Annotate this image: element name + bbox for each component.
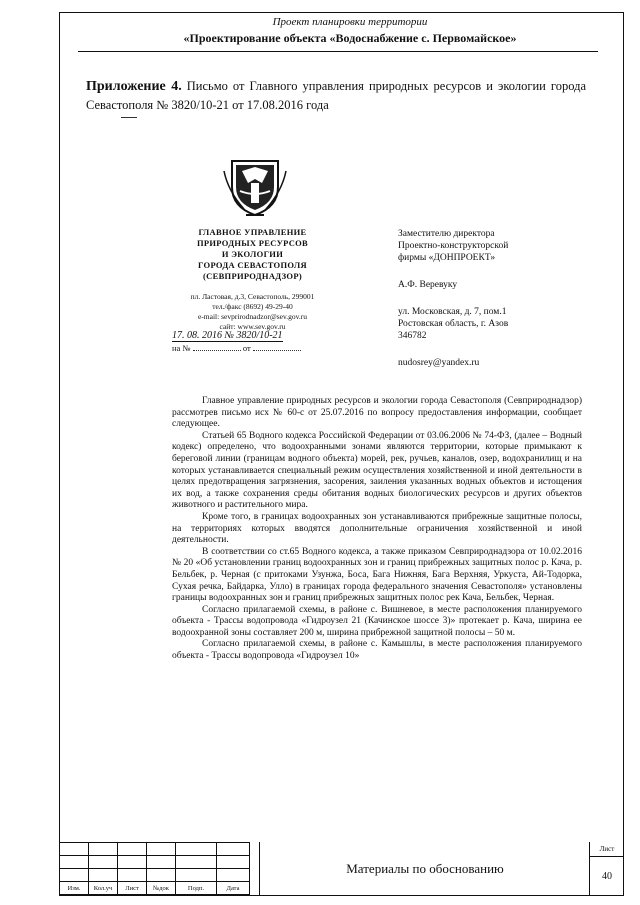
project-line: Проект планировки территории xyxy=(272,16,428,28)
revision-table xyxy=(59,842,250,895)
org-address xyxy=(160,292,345,332)
reply-date-blank xyxy=(253,350,301,351)
org-line: ПРИРОДНЫХ РЕСУРСОВ xyxy=(196,238,309,248)
stamp-title: Материалы по обоснованию xyxy=(259,842,590,896)
reply-prefix: на № xyxy=(172,343,191,353)
letter-body xyxy=(172,396,582,663)
reply-from: от xyxy=(242,343,251,353)
sheet-label: Лист xyxy=(590,842,624,857)
sheet-number: 40 xyxy=(602,871,612,882)
stamp-label-sign: Подп. xyxy=(176,882,217,895)
stamp-label-sheet: Лист xyxy=(118,882,147,895)
org-address-line: тел./факс (8692) 49-29-40 xyxy=(212,302,293,311)
body-paragraph: Главное управление природных ресурсов и экологии города Севастополя (Севприроднадзор) рассмотрев письмо исх № 60-с от 25.07.2016 по вопросу предоставления информации, сообщает следующее. xyxy=(172,396,582,430)
decorative-dash xyxy=(121,117,137,118)
reg-number-value: 17. 08. 2016 № 3820/10-21 xyxy=(172,330,283,341)
org-name xyxy=(160,227,345,282)
appendix-text: Письмо от Главного управления природных ресурсов и экологии города Севастополя № 3820/10-21 от 17.08.2016 года xyxy=(86,79,586,112)
body-paragraph: Статьей 65 Водного кодекса Российской Федерации от 03.06.2006 № 74-ФЗ, (далее – Водный кодекс) определено, что водоохранными зонами являются территории, которые примыкают к береговой линии (границам водного объекта) морей, рек, ручьев, каналов, озер, водохранилищ и на которых устанавливается специальный режим осуществления хозяйственной и иной деятельности в целях предотвращения загрязнения, засорения, заиления указанных водных объектов и истощения их вод, а также сохранения среды обитания водных биологических ресурсов и других объектов животного и растительного мира. xyxy=(172,430,582,511)
header-divider xyxy=(78,51,598,52)
stamp-label-doc: №док xyxy=(147,882,176,895)
addressee-address-line: ул. Московская, д. 7, пом.1 xyxy=(398,307,507,317)
title-block xyxy=(59,842,624,896)
org-address-line: пл. Ластовая, д.3, Севастополь, 299001 xyxy=(190,292,315,301)
org-line: ГОРОДА СЕВАСТОПОЛЯ xyxy=(198,260,307,270)
object-line: «Проектирование объекта «Водоснабжение с. Первомайское» xyxy=(183,31,517,45)
org-address-line: сайт: www.sev.gov.ru xyxy=(219,322,286,331)
reply-reference xyxy=(172,343,301,353)
body-paragraph: Согласно прилагаемой схемы, в районе с. Камышлы, в месте расположения планируемого объекта - Трассы водопровода «Гидроузел 10» xyxy=(172,639,582,662)
addressee-block xyxy=(398,228,598,369)
org-address-line: e-mail: sevprirodnadzor@sev.gov.ru xyxy=(197,312,308,321)
reply-number-blank xyxy=(193,350,241,351)
appendix-label: Приложение 4. xyxy=(86,79,182,94)
registration-number xyxy=(172,330,283,342)
org-line: (СЕВПРИРОДНАДЗОР) xyxy=(203,271,302,281)
addressee-line: Проектно-конструкторской xyxy=(398,241,509,251)
body-paragraph: Согласно прилагаемой схемы, в районе с. Вишневое, в месте расположения планируемого объекта - Трассы водопровода «Гидроузел 21 (Качинское шоссе 3)» протекает р. Кача, ширина ее водоохранной зоны составляет 200 м, ширина прибрежной защитной полосы – 50 м. xyxy=(172,604,582,638)
org-line: ГЛАВНОЕ УПРАВЛЕНИЕ xyxy=(198,227,307,237)
stamp-label-change: Изм. xyxy=(60,882,89,895)
coat-of-arms-icon xyxy=(222,157,288,219)
stamp-label-count: Кол.уч xyxy=(89,882,118,895)
body-paragraph: Кроме того, в границах водоохранных зон устанавливаются прибрежные защитные полосы, на территориях которых вводятся дополнительные ограничения хозяйственной и иной деятельности. xyxy=(172,511,582,546)
addressee-line: Заместителю директора xyxy=(398,229,495,239)
addressee-line: фирмы «ДОНПРОЕКТ» xyxy=(398,253,496,263)
body-paragraph: В соответствии со ст.65 Водного кодекса, а также приказом Севприроднадзора от 10.02.2016 № 20 «Об установлении границ водоохранных зон и границ прибрежных защитных полос р. Кача, р. Бельбек, р. Черная (с притоками Узунжа, Боса, Бага Нижняя, Бага Верхняя, Уркуста, Ай-Тодорка, Сухая речка, Байдарка, Улло) в границах города федерального значения Севастополя» установлены границы водоохранных зон и границ прибрежных защитных полос рек Кача, Бельбек, Черная. xyxy=(172,546,582,604)
appendix-heading xyxy=(86,77,586,114)
addressee-address-line: Ростовская область, г. Азов xyxy=(398,319,509,329)
sheet-box xyxy=(589,842,624,896)
addressee-email: nudosrey@yandex.ru xyxy=(398,358,480,368)
addressee-address-line: 346782 xyxy=(398,331,427,341)
addressee-name: А.Ф. Веревуку xyxy=(398,280,458,290)
stamp-label-date: Дата xyxy=(217,882,250,895)
org-line: И ЭКОЛОГИИ xyxy=(221,249,284,259)
